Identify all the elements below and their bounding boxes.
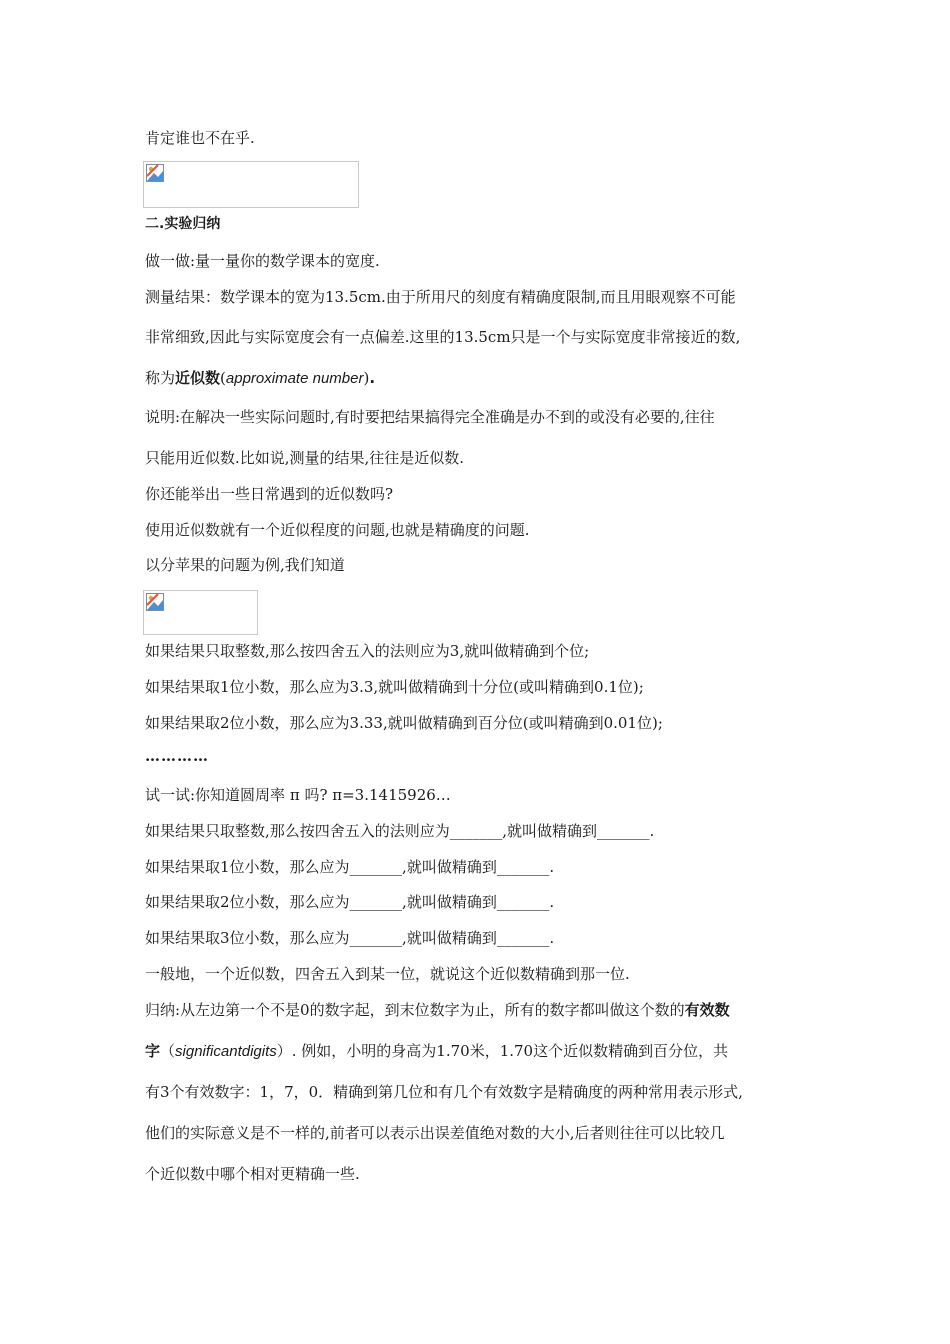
text-fragment: . (369, 369, 376, 387)
text-line: 你还能举出一些日常遇到的近似数吗? (145, 485, 394, 503)
text-line (145, 1041, 728, 1062)
text-line: 使用近似数就有一个近似程度的问题,也就是精确度的问题. (145, 521, 530, 539)
text-fragment: 归纳:从左边第一个不是0的数字起，到末位数字为止，所有的数字都叫做这个数的 (145, 1001, 685, 1019)
section-heading: 二.实验归纳 (145, 216, 221, 232)
text-fragment: （ (160, 1042, 176, 1060)
text-line: 一般地，一个近似数，四舍五入到某一位，就说这个近似数精确到那一位. (145, 965, 630, 983)
term-significant-digits: 有效数 (684, 1001, 730, 1019)
text-fragment: ( (220, 369, 226, 387)
text-fragment: ) (363, 369, 370, 387)
term-significant-digits: 字 (145, 1042, 161, 1060)
text-line: 如果结果取2位小数，那么应为3.33,就叫做精确到百分位(或叫精确到0.01位); (145, 714, 663, 732)
image-placeholder (143, 590, 258, 635)
text-line: 如果结果取3位小数，那么应为_______,就叫做精确到_______. (145, 929, 555, 947)
text-line: 如果结果取2位小数，那么应为_______,就叫做精确到_______. (145, 893, 555, 911)
text-fragment: . 例如，小明的身高为1.70米，1.70这个近似数精确到百分位，共 (291, 1042, 729, 1060)
text-fragment: 称为 (145, 369, 176, 387)
text-line: 只能用近似数.比如说,测量的结果,往往是近似数. (145, 449, 465, 467)
text-line: 个近似数中哪个相对更精确一些. (145, 1165, 360, 1183)
text-line: 以分苹果的问题为例,我们知道 (145, 556, 345, 574)
text-line: 试一试:你知道圆周率 π 吗? π=3.1415926… (145, 786, 451, 804)
image-placeholder (143, 161, 359, 208)
text-line: 非常细致,因此与实际宽度会有一点偏差.这里的13.5cm只是一个与实际宽度非常接近的数, (145, 328, 741, 346)
term-approximate-number: 近似数 (175, 369, 221, 387)
broken-image-icon (146, 593, 164, 611)
english-term: significantdigits (175, 1043, 277, 1060)
text-line: 如果结果取1位小数，那么应为3.3,就叫做精确到十分位(或叫精确到0.1位); (145, 678, 644, 696)
text-line (145, 1000, 730, 1020)
text-line: 有3个有效数字：1，7，0．精确到第几位和有几个有效数字是精确度的两种常用表示形式, (145, 1083, 743, 1101)
text-line: 如果结果只取整数,那么按四舍五入的法则应为3,就叫做精确到个位; (145, 642, 590, 660)
text-line: 他们的实际意义是不一样的,前者可以表示出误差值绝对数的大小,后者则往往可以比较几 (145, 1124, 725, 1142)
text-line: 如果结果只取整数,那么按四舍五入的法则应为_______,就叫做精确到_______. (145, 822, 655, 840)
text-line (145, 368, 375, 389)
text-line: 测量结果：数学课本的宽为13.5cm.由于所用尺的刻度有精确度限制,而且用眼观察不可能 (145, 288, 736, 306)
broken-image-icon (146, 164, 164, 182)
text-line: 做一做:量一量你的数学课本的宽度. (145, 252, 380, 270)
text-line: 如果结果取1位小数，那么应为_______,就叫做精确到_______. (145, 858, 555, 876)
text-line: 说明:在解决一些实际问题时,有时要把结果搞得完全准确是办不到的或没有必要的,往往 (145, 408, 715, 426)
text-fragment: ） (276, 1042, 292, 1060)
ellipsis-line: ………… (145, 747, 209, 765)
english-term: approximate number (225, 370, 364, 387)
text-line: 肯定谁也不在乎. (145, 129, 255, 147)
